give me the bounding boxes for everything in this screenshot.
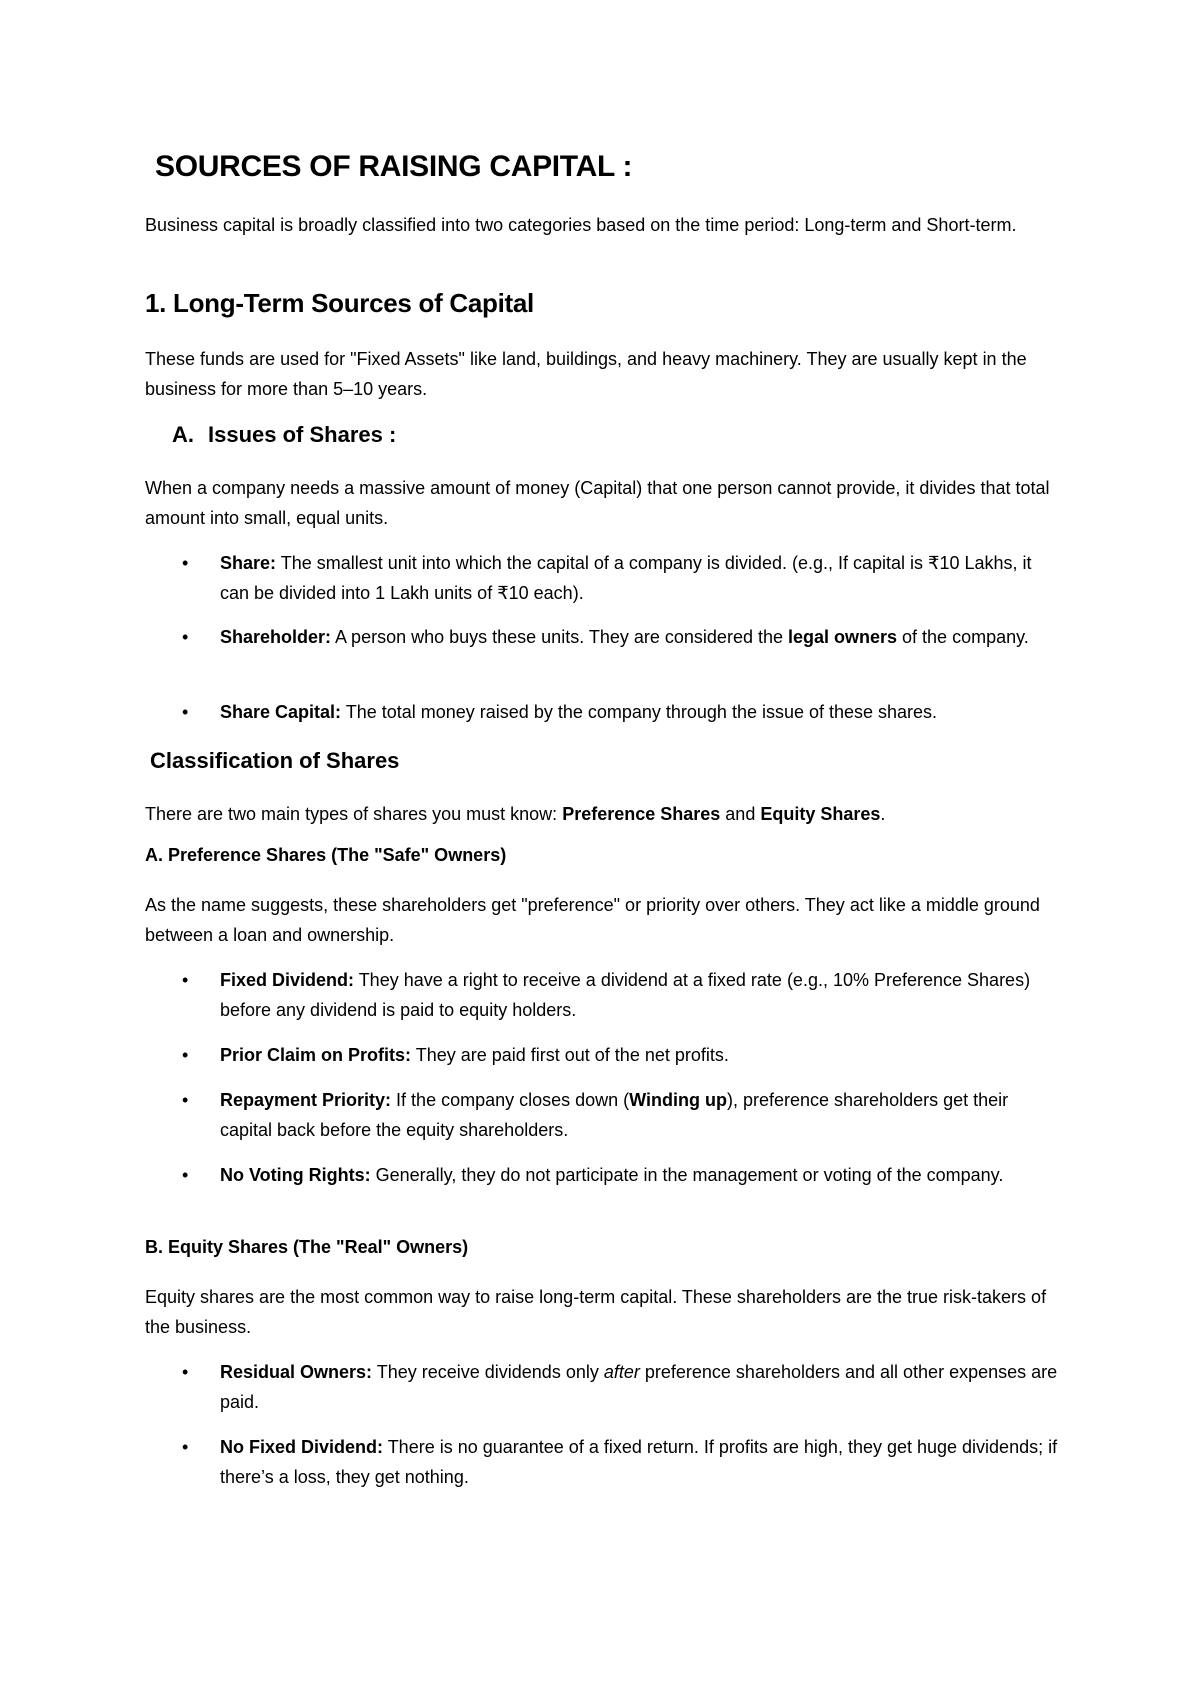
bullet-text: There is no guarantee of a fixed return. If profits are high, they get huge dividends; if there’s a loss, they get nothing. (220, 1437, 1058, 1487)
list-item (182, 1357, 1062, 1417)
bullet-icon: • (182, 970, 189, 990)
bullet-text: ), preference shareholders get their capital back before the equity shareholders. (220, 1090, 1009, 1140)
subsection-heading-issues (172, 422, 396, 448)
bullet-text: Generally, they do not participate in the management or voting of the company. (370, 1165, 1004, 1185)
bullet-icon: • (182, 1437, 189, 1457)
bullet-text: A person who buys these units. They are considered the (331, 627, 788, 647)
bullet-term: Share Capital: (220, 702, 342, 722)
equity-label: Equity Shares (760, 804, 881, 824)
subsection-marker: A. (172, 422, 194, 447)
bullet-text: They receive dividends only (372, 1362, 604, 1382)
bullet-term: No Fixed Dividend: (220, 1437, 384, 1457)
intro-paragraph: Business capital is broadly classified into two categories based on the time period: Long-term and Short-term. (145, 215, 1017, 235)
bullet-emphasis: Winding up (629, 1090, 727, 1110)
bullet-text: If the company closes down ( (391, 1090, 630, 1110)
bullet-text: The total money raised by the company through the issue of these shares. (341, 702, 938, 722)
bullet-icon: • (182, 627, 189, 647)
bullet-term: Prior Claim on Profits: (220, 1045, 412, 1065)
bullet-term: Fixed Dividend: (220, 970, 355, 990)
bullet-text: They are paid first out of the net profits. (411, 1045, 729, 1065)
list-item (182, 548, 1062, 608)
classification-heading: Classification of Shares (150, 748, 400, 773)
preference-label: Preference Shares (562, 804, 721, 824)
section-heading-long-term: 1. Long-Term Sources of Capital (145, 288, 534, 318)
bullet-text: They have a right to receive a dividend at a fixed rate (e.g., 10% Preference Shares) before any dividend is paid to equity holders. (220, 970, 1031, 1020)
subsection-title: Issues of Shares : (208, 422, 397, 447)
bullet-term: Shareholder: (220, 627, 332, 647)
list-item (182, 1040, 1062, 1070)
bullet-icon: • (182, 1090, 189, 1110)
list-item (182, 697, 1062, 727)
list-item (182, 965, 1062, 1025)
bullet-icon: • (182, 1165, 189, 1185)
list-item (182, 1432, 1062, 1492)
bullet-icon: • (182, 1362, 189, 1382)
list-item (182, 1085, 1062, 1145)
equity-paragraph: Equity shares are the most common way to raise long-term capital. These shareholders are the true risk-takers of the business. (145, 1287, 1047, 1337)
bullet-emphasis: legal owners (787, 627, 898, 647)
bullet-text: of the company. (897, 627, 1029, 647)
bullet-icon: • (182, 1045, 189, 1065)
bullet-emphasis: after (603, 1362, 640, 1382)
bullet-term: No Voting Rights: (220, 1165, 371, 1185)
preference-heading: A. Preference Shares (The "Safe" Owners) (145, 845, 507, 865)
bullet-text: The smallest unit into which the capital of a company is divided. (e.g., If capital is ₹10 Lakhs, it can be divided into 1 Lakh units of ₹10 each). (220, 553, 1032, 603)
bullet-icon: • (182, 702, 189, 722)
bullet-icon: • (182, 553, 189, 573)
bullet-text: preference shareholders and all other expenses are paid. (220, 1362, 1058, 1412)
document-title: SOURCES OF RAISING CAPITAL : (155, 150, 633, 183)
list-item (182, 1160, 1062, 1190)
preference-paragraph: As the name suggests, these shareholders get "preference" or priority over others. They act like a middle ground between a loan and ownership. (145, 895, 1040, 945)
issues-paragraph: When a company needs a massive amount of money (Capital) that one person cannot provide, it divides that total amount into small, equal units. (145, 478, 1050, 528)
bullet-term: Repayment Priority: (220, 1090, 392, 1110)
equity-heading: B. Equity Shares (The "Real" Owners) (145, 1237, 469, 1257)
bullet-term: Share: (220, 553, 277, 573)
classification-paragraph: There are two main types of shares you must know: Preference Shares and Equity Shares. (145, 804, 886, 824)
long-term-paragraph: These funds are used for "Fixed Assets" like land, buildings, and heavy machinery. They are usually kept in the business for more than 5–10 years. (145, 349, 1027, 399)
list-item (182, 622, 1062, 652)
bullet-term: Residual Owners: (220, 1362, 373, 1382)
